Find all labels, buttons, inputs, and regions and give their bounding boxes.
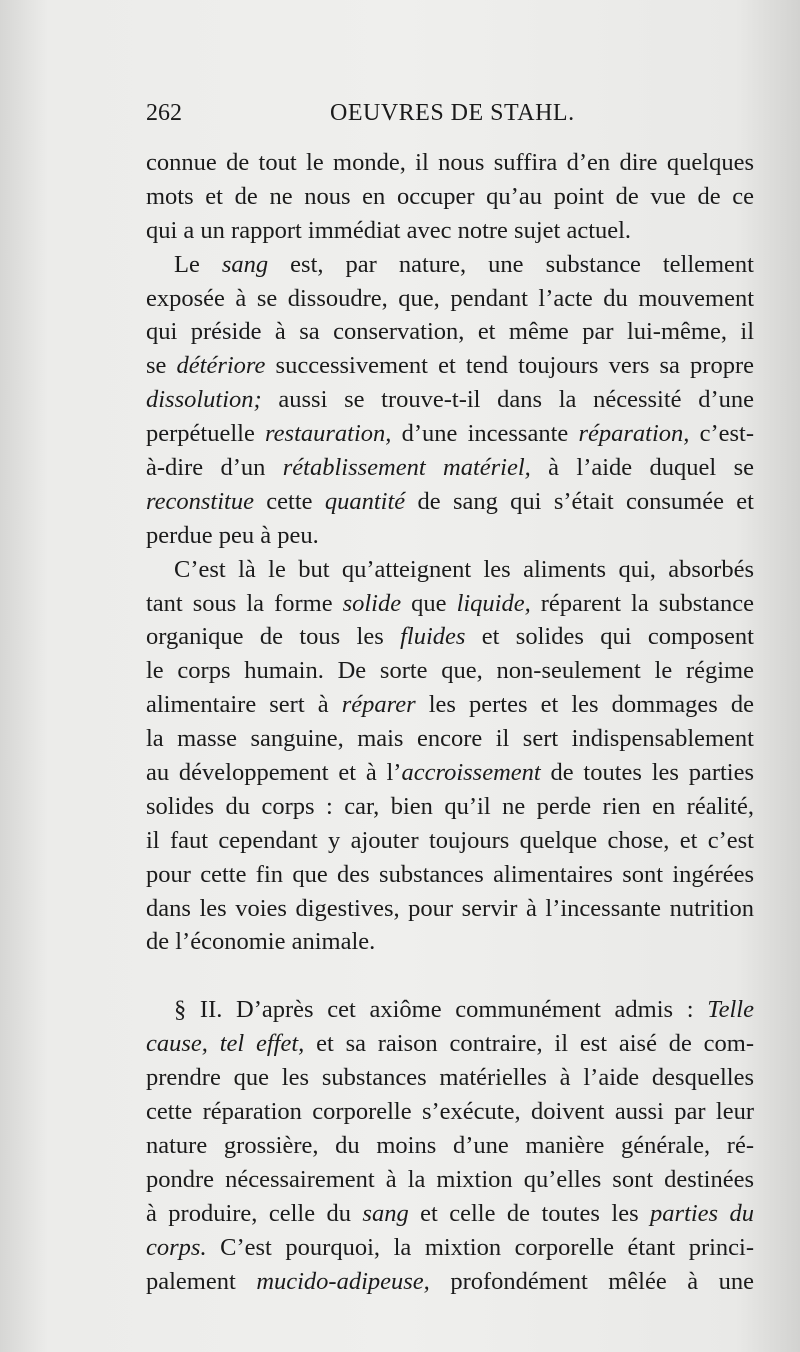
text-line: se détériore successivement et tend toujours vers sa propre: [146, 352, 754, 380]
italic-text: liquide,: [456, 589, 531, 617]
running-title: OEUVRES DE STAHL.: [330, 100, 575, 126]
text-line: qui préside à sa conservation, et même par lui-même, il: [146, 318, 754, 346]
text-line: § II. D’après cet axiôme communément admis : Telle: [174, 996, 754, 1024]
italic-text: détériore: [176, 352, 266, 380]
text-line: solides du corps : car, bien qu’il ne perde rien en réalité,: [146, 792, 754, 820]
italic-text: solide: [342, 589, 402, 617]
text-line: de l’économie animale.: [146, 928, 376, 956]
italic-text: réparation,: [578, 420, 690, 448]
italic-text: sang: [362, 1199, 409, 1227]
text-line: au développement et à l’accroissement de toutes les parties: [146, 759, 754, 787]
italic-text: restauration,: [265, 420, 392, 448]
text-line: il faut cependant y ajouter toujours quelque chose, et c’est: [146, 826, 754, 854]
text-line: connue de tout le monde, il nous suffira d’en dire quelques: [146, 149, 754, 176]
text-line: la masse sanguine, mais encore il sert indispensablement: [146, 725, 754, 753]
text-line: à-dire d’un rétablissement matériel, à l’aide duquel se: [146, 454, 754, 482]
italic-text: quantité: [324, 487, 406, 515]
italic-text: accroissement: [401, 759, 541, 787]
text-line: qui a un rapport immédiat avec notre sujet actuel.: [146, 216, 632, 244]
text-line: corps. C’est pourquoi, la mixtion corporelle étant princi-: [146, 1233, 754, 1261]
text-line: dissolution; aussi se trouve-t-il dans la nécessité d’une: [146, 386, 754, 414]
body-text: [146, 146, 754, 1298]
text-line: nature grossière, du moins d’une manière générale, ré-: [146, 1131, 754, 1159]
italic-text: fluides: [400, 623, 466, 651]
italic-text: corps.: [146, 1233, 207, 1261]
text-line: pondre nécessairement à la mixtion qu’elles sont destinées: [146, 1165, 754, 1193]
italic-text: parties du: [650, 1199, 755, 1227]
text-line: perdue peu à peu.: [146, 521, 319, 549]
text-line: C’est là le but qu’atteignent les aliments qui, absorbés: [174, 555, 754, 583]
text-line: mots et de ne nous en occuper qu’au point de vue de ce: [146, 182, 754, 210]
italic-text: rétablissement matériel,: [282, 454, 531, 482]
paragraph-gap: [146, 959, 754, 993]
text-line: palement mucido-adipeuse, profondément mêlée à une: [146, 1267, 755, 1295]
text-line: Le sang est, par nature, une substance tellement: [174, 250, 754, 278]
italic-text: dissolution;: [146, 386, 262, 414]
italic-text: reconstitue: [146, 487, 254, 515]
italic-text: cause, tel effet,: [146, 1030, 305, 1058]
text-line: alimentaire sert à réparer les pertes et les dommages de: [146, 691, 754, 719]
text-line: prendre que les substances matérielles à l’aide desquelles: [146, 1064, 754, 1092]
text-line: cette réparation corporelle s’exécute, doivent aussi par leur: [146, 1098, 754, 1126]
text-line: pour cette fin que des substances alimentaires sont ingérées: [146, 860, 754, 888]
text-line: le corps humain. De sorte que, non-seulement le régime: [146, 657, 754, 685]
italic-text: réparer: [341, 691, 416, 719]
page-header: [146, 100, 750, 134]
text-line: reconstitue cette quantité de sang qui s’était consumée et: [146, 487, 754, 515]
italic-text: mucido-adipeuse,: [256, 1267, 430, 1295]
text-line: tant sous la forme solide que liquide, réparent la substance: [146, 589, 754, 617]
text-line: perpétuelle restauration, d’une incessante réparation, c’est-: [146, 420, 754, 448]
text-line: dans les voies digestives, pour servir à l’incessante nutrition: [146, 894, 754, 922]
text-line: à produire, celle du sang et celle de toutes les parties du: [146, 1199, 755, 1227]
text-line: organique de tous les fluides et solides qui composent: [146, 623, 754, 651]
text-line: cause, tel effet, et sa raison contraire, il est aisé de com-: [146, 1030, 754, 1058]
page-number: 262: [146, 100, 182, 126]
italic-text: sang: [221, 250, 269, 278]
italic-text: Telle: [707, 996, 754, 1024]
text-line: exposée à se dissoudre, que, pendant l’acte du mouvement: [146, 284, 754, 312]
